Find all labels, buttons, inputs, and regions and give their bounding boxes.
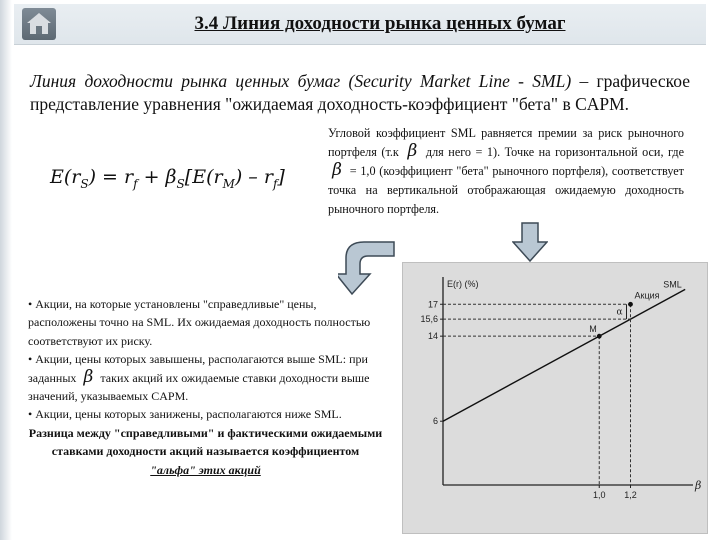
formula-sub-f2: f	[272, 177, 278, 191]
overpriced-note	[28, 350, 383, 405]
alpha-label: α	[616, 307, 623, 318]
curved-arrow-icon	[338, 236, 398, 296]
home-icon	[22, 8, 56, 40]
sml-chart	[402, 262, 708, 534]
overpriced-text-2: таких акций их ожидаемые ставки доходности выше значений, указываемых CAPM.	[28, 370, 370, 404]
title-bar	[14, 4, 706, 45]
y-axis-label: E(r) (%)	[447, 279, 479, 289]
point-label: Акция	[634, 290, 660, 301]
x-tick-label: 1,2	[624, 490, 637, 500]
overpriced-text-1: • Акции, цены которых завышены, располагаются выше SML: при заданных	[28, 352, 368, 385]
beta-symbol: β	[83, 366, 94, 387]
x-tick-label: 1,0	[592, 490, 606, 500]
slope-text-3: = 1,0 (коэффициент "бета" рыночного портфеля), соответствует точка на вертикальной отображающая ожидаемую доходность рыночного портфеля.	[328, 164, 684, 216]
formula-sub-s: S	[80, 177, 89, 191]
intro-paragraph	[30, 70, 690, 116]
sml-chart-svg	[403, 263, 707, 533]
intro-rest: – графическое представление уравнения "ожидаемая доходность-коэффициент "бета" в CAPM.	[30, 71, 691, 114]
intro-term: Линия доходности рынка ценных бумаг (Security Market Line - SML)	[30, 71, 572, 91]
formula-sub-m: M	[222, 177, 235, 191]
y-tick-label: 14	[427, 331, 438, 342]
formula-close: ]	[277, 166, 285, 188]
alpha-term: "альфа" этих акций	[150, 462, 261, 477]
formula-sub-s2: S	[176, 177, 185, 191]
beta-symbol: β	[407, 141, 418, 161]
data-point	[597, 334, 602, 339]
svg-text:E(rS) = rf + βS[E(rM) – rf]	[49, 166, 285, 191]
formula-sub-f: f	[133, 177, 138, 191]
underpriced-note: • Акции, цены которых занижены, располагаются ниже SML.	[28, 407, 342, 422]
down-arrow-icon	[512, 222, 548, 262]
slope-explanation	[328, 124, 684, 219]
slope-text-2: для него = 1). Точке на горизонтальной оси, где	[425, 145, 685, 159]
sml-line	[443, 289, 685, 421]
alpha-conclusion-text: Разница между "справедливыми" и фактическими ожидаемыми ставками доходности акций называется коэффициентом	[28, 425, 383, 459]
page-title: 3.4 Линия доходности рынка ценных бумаг	[194, 13, 566, 34]
y-tick-label: 17	[427, 299, 438, 310]
formula-plus-beta: + β	[137, 166, 177, 188]
formula-e: E(r	[50, 166, 81, 188]
formula-bracket: [E(r	[184, 166, 223, 188]
beta-symbol: β	[332, 160, 342, 180]
x-axis-label: β	[695, 479, 702, 492]
slide-edge-shadow	[0, 0, 12, 540]
data-point	[628, 302, 633, 307]
point-label: M	[589, 324, 597, 335]
y-tick-label: 6	[432, 416, 438, 427]
formula-mid1: ) = r	[88, 166, 134, 188]
alpha-conclusion	[28, 424, 383, 479]
fair-priced-note: • Акции, на которые установлены "справедливые" цены, расположены точно на SML. Их ожидаемая доходность полностью соответствуют их риску.	[28, 297, 371, 348]
slope-text-1: Угловой коэффициент SML равняется премии за риск рыночного портфеля (т.к	[328, 126, 684, 159]
sml-formula	[46, 150, 306, 200]
home-button[interactable]	[22, 8, 56, 40]
y-tick-label: 15,6	[420, 314, 438, 325]
sml-label: SML	[663, 279, 682, 290]
formula-mid2: ) – r	[234, 166, 273, 188]
stock-pricing-notes	[28, 295, 383, 479]
